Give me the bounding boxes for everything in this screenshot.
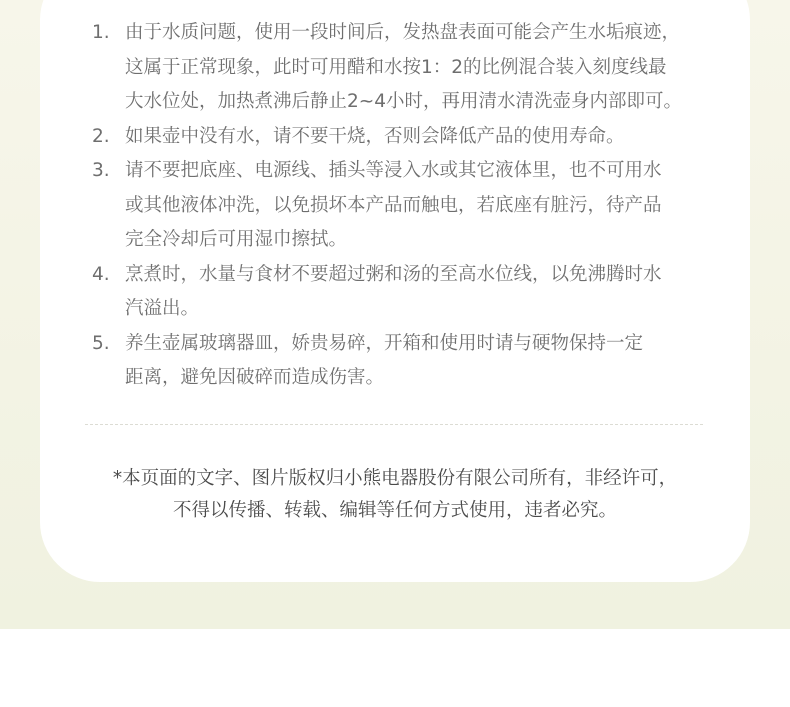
note-text-line: 这属于正常现象，此时可用醋和水按1：2的比例混合装入刻度线最 (125, 56, 667, 78)
note-number: 5. (92, 332, 110, 354)
copyright-notice-line-1: *本页面的文字、图片版权归小熊电器股份有限公司所有，非经许可， (112, 468, 678, 489)
note-text-line: 烹煮时，水量与食材不要超过粥和汤的至高水位线，以免沸腾时水 (125, 263, 662, 285)
note-text-line: 完全冷却后可用湿巾擦拭。 (125, 229, 348, 250)
note-text-line: 养生壶属玻璃器皿，娇贵易碎，开箱和使用时请与硬物保持一定 (125, 332, 644, 354)
note-number: 2. (92, 125, 110, 147)
note-number: 1. (92, 22, 110, 43)
note-text-line: 大水位处，加热煮沸后静止2~4小时，再用清水清洗壶身内部即可。 (125, 91, 683, 112)
note-text-line: 或其他液体冲洗，以免损坏本产品而触电，若底座有脏污，待产品 (125, 194, 662, 216)
note-text-line: 由于水质问题，使用一段时间后，发热盘表面可能会产生水垢痕迹， (125, 22, 681, 43)
note-text-line: 如果壶中没有水，请不要干烧，否则会降低产品的使用寿命。 (125, 125, 625, 147)
note-text-line: 汽溢出。 (125, 298, 200, 319)
copyright-notice-line-2: 不得以传播、转载、编辑等任何方式使用，违者必究。 (172, 500, 617, 521)
dashed-divider (85, 424, 703, 425)
note-text-line: 请不要把底座、电源线、插头等浸入水或其它液体里，也不可用水 (125, 160, 662, 181)
note-number: 3. (92, 160, 110, 181)
note-number: 4. (92, 263, 110, 285)
note-text-line: 距离，避免因破碎而造成伤害。 (125, 367, 385, 388)
